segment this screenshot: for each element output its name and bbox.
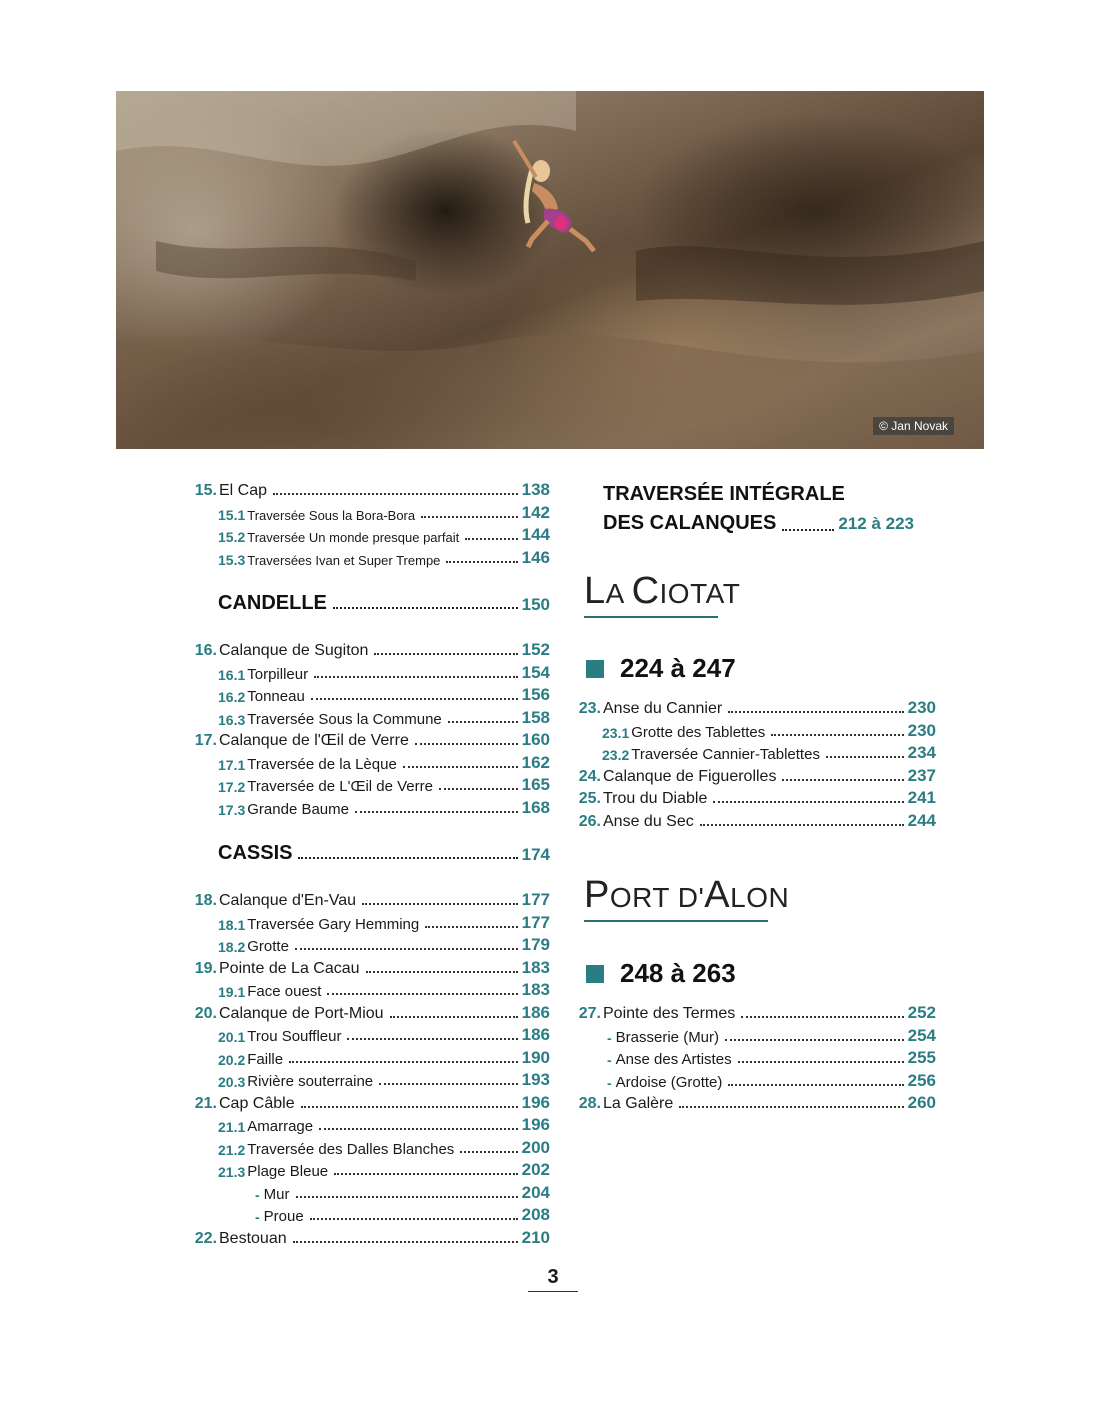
traversee-line1: TRAVERSÉE INTÉGRALE bbox=[603, 483, 845, 505]
entry-label: Calanque de Port-Miou bbox=[219, 1004, 384, 1022]
leader-dots bbox=[293, 1241, 518, 1243]
entry-label: Faille bbox=[247, 1050, 284, 1068]
page-number-ref: 168 bbox=[521, 797, 550, 817]
leader-dots bbox=[333, 607, 518, 609]
page-number-ref: 255 bbox=[907, 1048, 936, 1067]
range-la-ciotat bbox=[586, 653, 736, 684]
entry-number: 15. bbox=[194, 482, 217, 499]
leader-dots bbox=[448, 721, 518, 723]
leader-dots bbox=[379, 1083, 517, 1085]
leader-dots bbox=[728, 711, 903, 713]
toc-entry-row[interactable] bbox=[218, 913, 550, 933]
leader-dots bbox=[273, 493, 518, 495]
entry-label: El Cap bbox=[219, 482, 268, 499]
toc-entry-row[interactable] bbox=[218, 503, 550, 523]
toc-entry-row[interactable] bbox=[573, 1003, 936, 1023]
leader-dots bbox=[465, 538, 517, 540]
region-rule bbox=[584, 920, 768, 922]
toc-entry-row[interactable] bbox=[218, 708, 550, 728]
page-number-ref: 256 bbox=[907, 1070, 936, 1090]
toc-entry-row[interactable] bbox=[218, 1070, 550, 1090]
entry-label: Grotte bbox=[247, 938, 289, 955]
toc-entry-row[interactable] bbox=[218, 798, 550, 818]
page-number-ref: 204 bbox=[521, 1182, 550, 1202]
entry-number: 16. bbox=[194, 642, 217, 659]
toc-entry-row[interactable] bbox=[189, 1228, 550, 1248]
toc-entry-row[interactable] bbox=[218, 1160, 550, 1180]
toc-entry-row[interactable] bbox=[218, 685, 550, 705]
entry-number: 20.3 bbox=[218, 1074, 246, 1090]
entry-number: - bbox=[607, 1074, 612, 1091]
entry-label: Anse du Sec bbox=[603, 812, 694, 830]
entry-number: 16.3 bbox=[218, 711, 246, 728]
page-number-ref: 158 bbox=[521, 707, 550, 727]
page-number-ref: 150 bbox=[521, 595, 550, 614]
entry-number: 25. bbox=[578, 790, 601, 807]
entry-label: Trou du Diable bbox=[603, 790, 708, 807]
entry-label: Proue bbox=[263, 1208, 304, 1225]
page-number-ref: 196 bbox=[521, 1115, 550, 1134]
leader-dots bbox=[728, 1084, 903, 1086]
entry-number: 21.1 bbox=[218, 1119, 246, 1135]
entry-number: 15.3 bbox=[218, 551, 246, 568]
toc-entry-row[interactable] bbox=[573, 811, 936, 831]
traversee-pages: 212 à 223 bbox=[838, 514, 914, 533]
entry-label: Pointe de La Cacau bbox=[219, 959, 360, 977]
page-number-ref: 230 bbox=[907, 698, 936, 717]
leader-dots bbox=[460, 1151, 517, 1153]
page-number-ref: 237 bbox=[907, 765, 936, 785]
photo-credit: © Jan Novak bbox=[873, 417, 954, 435]
page-number-ref: 162 bbox=[521, 752, 550, 772]
entry-number: 21.3 bbox=[218, 1164, 246, 1180]
entry-label: Mur bbox=[263, 1185, 290, 1203]
page-number-ref: 174 bbox=[521, 845, 550, 864]
toc-entry-row[interactable] bbox=[607, 1071, 936, 1091]
toc-entry-row[interactable] bbox=[189, 1003, 550, 1023]
entry-label: Anse du Cannier bbox=[603, 700, 723, 717]
section-title: CANDELLE bbox=[218, 592, 327, 614]
entry-label: Traversée Gary Hemming bbox=[247, 915, 420, 933]
page-number-ref: 254 bbox=[907, 1025, 936, 1045]
page-number-ref: 177 bbox=[521, 912, 550, 932]
toc-entry-row[interactable] bbox=[189, 640, 550, 660]
leader-dots bbox=[314, 676, 518, 678]
leader-dots bbox=[374, 653, 517, 655]
leader-dots bbox=[725, 1039, 904, 1041]
toc-entry-row[interactable] bbox=[218, 1115, 550, 1135]
entry-label: Traversée Sous la Commune bbox=[247, 710, 442, 728]
entry-number: - bbox=[607, 1029, 612, 1046]
entry-label: Calanque de Sugiton bbox=[219, 642, 369, 659]
page-number-ref: 165 bbox=[521, 775, 550, 794]
entry-number: 15.2 bbox=[218, 529, 246, 545]
leader-dots bbox=[826, 756, 904, 758]
entry-label: Rivière souterraine bbox=[247, 1073, 374, 1090]
page-number-ref: 154 bbox=[521, 662, 550, 682]
entry-number: 22. bbox=[194, 1229, 217, 1247]
leader-dots bbox=[289, 1061, 518, 1063]
entry-label: Tonneau bbox=[247, 688, 305, 705]
traversee-integrale-heading[interactable] bbox=[603, 480, 914, 538]
page-number: 3 bbox=[547, 1266, 559, 1288]
toc-section-row[interactable] bbox=[218, 842, 550, 865]
leader-dots bbox=[446, 561, 517, 563]
leader-dots bbox=[679, 1106, 903, 1108]
entry-label: Cap Câble bbox=[219, 1094, 295, 1112]
toc-entry-row[interactable] bbox=[189, 890, 550, 910]
entry-number: 20. bbox=[194, 1004, 217, 1022]
toc-entry-row[interactable] bbox=[607, 1026, 936, 1046]
toc-entry-row[interactable] bbox=[189, 958, 550, 978]
entry-label: Amarrage bbox=[247, 1118, 314, 1135]
cover-photo bbox=[116, 91, 984, 449]
toc-entry-row[interactable] bbox=[218, 753, 550, 773]
page-number-ref: 193 bbox=[521, 1070, 550, 1089]
toc-entry-row[interactable] bbox=[602, 743, 936, 763]
toc-entry-row[interactable] bbox=[218, 980, 550, 1000]
toc-entry-row[interactable] bbox=[189, 480, 550, 500]
page-number-ref: 183 bbox=[521, 980, 550, 999]
entry-label: Brasserie (Mur) bbox=[615, 1028, 720, 1046]
page-number-ref: 152 bbox=[521, 640, 550, 659]
toc-entry-row[interactable] bbox=[573, 766, 936, 786]
leader-dots bbox=[390, 1016, 518, 1018]
entry-label: Pointe des Termes bbox=[603, 1005, 736, 1022]
toc-entry-row[interactable] bbox=[218, 1048, 550, 1068]
leader-dots bbox=[298, 857, 517, 859]
leader-dots bbox=[334, 1173, 517, 1175]
entry-label: Traversée Un monde presque parfait bbox=[247, 530, 460, 545]
page-number-ref: 200 bbox=[521, 1137, 550, 1157]
leader-dots bbox=[782, 779, 903, 781]
entry-number: 18. bbox=[194, 892, 217, 909]
entry-label: Calanque d'En-Vau bbox=[219, 892, 357, 909]
page-number-ref: 142 bbox=[521, 502, 550, 522]
leader-dots bbox=[355, 811, 518, 813]
entry-label: Ardoise (Grotte) bbox=[615, 1073, 723, 1091]
page-number-ref: 252 bbox=[907, 1003, 936, 1022]
entry-label: Traversée des Dalles Blanches bbox=[247, 1140, 455, 1158]
traversee-line2: DES CALANQUES bbox=[603, 512, 777, 534]
teal-square-icon bbox=[586, 660, 604, 678]
leader-dots bbox=[713, 801, 903, 803]
leader-dots bbox=[319, 1128, 518, 1130]
leader-dots bbox=[771, 734, 903, 736]
toc-entry-row[interactable] bbox=[218, 663, 550, 683]
leader-dots bbox=[301, 1106, 518, 1108]
entry-label: Traversées Ivan et Super Trempe bbox=[247, 552, 441, 568]
leader-dots bbox=[738, 1061, 904, 1063]
page-number-ref: 146 bbox=[521, 547, 550, 567]
page-number-ref: 138 bbox=[521, 480, 550, 499]
leader-dots bbox=[347, 1038, 517, 1040]
page-number-ref: 190 bbox=[521, 1047, 550, 1067]
entry-label: Bestouan bbox=[219, 1229, 287, 1247]
leader-dots bbox=[439, 788, 518, 790]
toc-entry-row[interactable] bbox=[218, 548, 550, 568]
entry-label: Torpilleur bbox=[247, 665, 309, 683]
entry-number: - bbox=[255, 1209, 260, 1225]
leader-dots bbox=[366, 971, 518, 973]
leader-dots bbox=[415, 743, 518, 745]
region-rule bbox=[584, 616, 718, 618]
page-number-ref: 186 bbox=[521, 1002, 550, 1022]
range-text: 248 à 263 bbox=[620, 958, 736, 988]
page-number-ref: 234 bbox=[907, 743, 936, 762]
entry-number: 21. bbox=[194, 1094, 217, 1112]
entry-number: 18.1 bbox=[218, 916, 246, 933]
toc-entry-row[interactable] bbox=[573, 698, 936, 718]
entry-number: 16.1 bbox=[218, 666, 246, 683]
entry-label: Grande Baume bbox=[247, 800, 349, 818]
entry-number: 18.2 bbox=[218, 939, 246, 955]
page-number-ref: 210 bbox=[521, 1227, 550, 1247]
entry-number: 23.2 bbox=[602, 747, 630, 763]
entry-number: 17.3 bbox=[218, 801, 246, 818]
toc-entry-row[interactable] bbox=[573, 1093, 936, 1113]
leader-dots bbox=[296, 1196, 518, 1198]
leader-dots bbox=[311, 698, 518, 700]
page-number-ref: 202 bbox=[521, 1160, 550, 1179]
page-number-ref: 183 bbox=[521, 957, 550, 977]
page-number-ref: 160 bbox=[521, 730, 550, 749]
entry-label: Traversée Sous la Bora-Bora bbox=[247, 507, 416, 523]
page-number-ref: 186 bbox=[521, 1025, 550, 1044]
toc-entry-row[interactable] bbox=[255, 1205, 550, 1225]
toc-entry-row[interactable] bbox=[602, 721, 936, 741]
climber-rock-illustration bbox=[116, 91, 984, 449]
page-number-rule bbox=[528, 1291, 578, 1292]
page-number-ref: 241 bbox=[907, 788, 936, 807]
toc-entry-row[interactable] bbox=[218, 775, 550, 795]
entry-number: - bbox=[255, 1186, 260, 1203]
page-number-ref: 230 bbox=[907, 720, 936, 740]
toc-entry-row[interactable] bbox=[189, 730, 550, 750]
page-number-ref: 260 bbox=[907, 1093, 936, 1112]
entry-label: Anse des Artistes bbox=[615, 1051, 732, 1068]
entry-label: Calanque de Figuerolles bbox=[603, 767, 777, 785]
leader-dots bbox=[295, 948, 518, 950]
entry-label: Calanque de l'Œil de Verre bbox=[219, 732, 409, 749]
leader-dots bbox=[310, 1218, 518, 1220]
page-number-ref: 196 bbox=[521, 1092, 550, 1112]
leader-dots bbox=[741, 1016, 903, 1018]
leader-dots bbox=[425, 926, 517, 928]
leader-dots bbox=[700, 824, 904, 826]
entry-label: Trou Souffleur bbox=[247, 1028, 342, 1045]
entry-number: 26. bbox=[578, 812, 601, 830]
leader-dots bbox=[782, 529, 834, 531]
page-number-ref: 208 bbox=[521, 1205, 550, 1224]
page-number-ref: 177 bbox=[521, 890, 550, 909]
page-number-ref: 156 bbox=[521, 685, 550, 704]
entry-number: 17.2 bbox=[218, 779, 246, 795]
leader-dots bbox=[403, 766, 518, 768]
entry-label: Traversée de la Lèque bbox=[247, 755, 397, 773]
toc-entry-row[interactable] bbox=[573, 788, 936, 808]
page-number-ref: 144 bbox=[521, 525, 550, 544]
page-number-ref: 244 bbox=[907, 810, 936, 830]
toc-entry-row[interactable] bbox=[218, 935, 550, 955]
toc-entry-row[interactable] bbox=[607, 1048, 936, 1068]
entry-label: Traversée de L'Œil de Verre bbox=[247, 778, 433, 795]
leader-dots bbox=[362, 903, 518, 905]
toc-entry-row[interactable] bbox=[218, 1138, 550, 1158]
entry-number: - bbox=[607, 1052, 612, 1068]
entry-number: 20.1 bbox=[218, 1029, 246, 1045]
entry-number: 16.2 bbox=[218, 689, 246, 705]
entry-label: La Galère bbox=[603, 1095, 674, 1112]
entry-number: 21.2 bbox=[218, 1141, 246, 1158]
entry-number: 27. bbox=[578, 1005, 601, 1022]
entry-label: Grotte des Tablettes bbox=[631, 723, 766, 741]
toc-entry-row[interactable] bbox=[255, 1183, 550, 1203]
entry-number: 17.1 bbox=[218, 756, 246, 773]
range-port-dalon bbox=[586, 958, 736, 989]
entry-number: 28. bbox=[578, 1095, 601, 1112]
section-title: CASSIS bbox=[218, 842, 293, 864]
region-title-port-dalon: PORT D'ALON bbox=[584, 874, 790, 916]
toc-entry-row[interactable] bbox=[189, 1093, 550, 1113]
range-text: 224 à 247 bbox=[620, 653, 736, 683]
entry-number: 17. bbox=[194, 732, 217, 749]
entry-number: 19. bbox=[194, 959, 217, 977]
entry-label: Plage Bleue bbox=[247, 1163, 329, 1180]
entry-label: Face ouest bbox=[247, 983, 322, 1000]
region-title-la-ciotat: LA CIOTAT bbox=[584, 570, 741, 612]
toc-entry-row[interactable] bbox=[218, 525, 550, 545]
page-number-ref: 179 bbox=[521, 935, 550, 954]
leader-dots bbox=[327, 993, 517, 995]
entry-number: 24. bbox=[578, 767, 601, 785]
entry-number: 23.1 bbox=[602, 724, 630, 741]
entry-number: 15.1 bbox=[218, 506, 246, 523]
entry-number: 20.2 bbox=[218, 1051, 246, 1068]
entry-number: 23. bbox=[578, 700, 601, 717]
toc-section-row[interactable] bbox=[218, 592, 550, 615]
leader-dots bbox=[421, 516, 518, 518]
entry-label: Traversée Cannier-Tablettes bbox=[631, 746, 820, 763]
entry-number: 19.1 bbox=[218, 984, 246, 1000]
toc-entry-row[interactable] bbox=[218, 1025, 550, 1045]
teal-square-icon bbox=[586, 965, 604, 983]
